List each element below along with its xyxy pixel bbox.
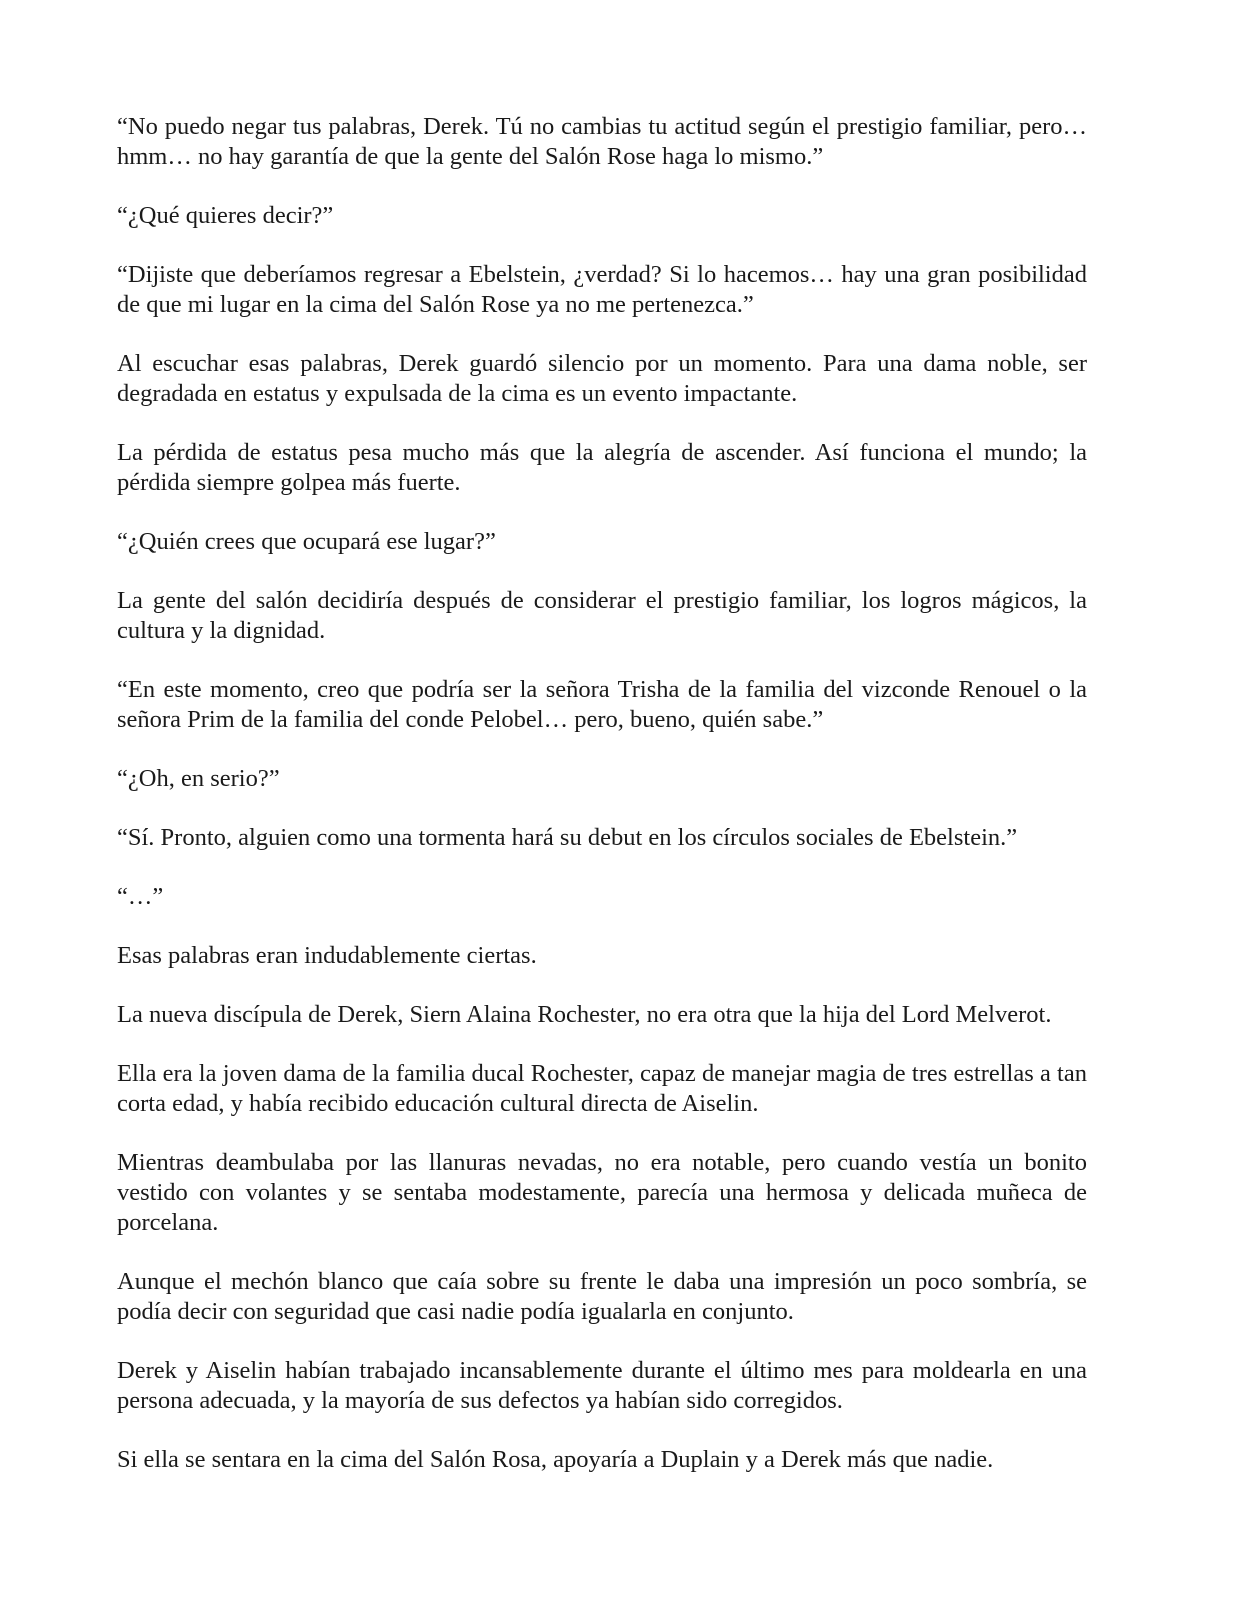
paragraph-14: Ella era la joven dama de la familia ducal Rochester, capaz de manejar magia de tres estrellas a tan corta edad, y había recibido educación cultural directa de Aiselin. — [117, 1060, 1087, 1117]
paragraph-4: Al escuchar esas palabras, Derek guardó silencio por un momento. Para una dama noble, ser degradada en estatus y expulsada de la cima es un evento impactante. — [117, 350, 1087, 407]
paragraph-2: “¿Qué quieres decir?” — [117, 202, 334, 229]
paragraph-17: Derek y Aiselin habían trabajado incansablemente durante el último mes para moldearla en una persona adecuada, y la mayoría de sus defectos ya habían sido corregidos. — [117, 1357, 1087, 1414]
paragraph-10: “Sí. Pronto, alguien como una tormenta hará su debut en los círculos sociales de Ebelstein.” — [117, 824, 1018, 851]
document-body — [117, 112, 1087, 1504]
paragraph-5: La pérdida de estatus pesa mucho más que la alegría de ascender. Así funciona el mundo; la pérdida siempre golpea más fuerte. — [117, 439, 1087, 496]
paragraph-16: Aunque el mechón blanco que caía sobre su frente le daba una impresión un poco sombría, se podía decir con seguridad que casi nadie podía igualarla en conjunto. — [117, 1268, 1087, 1325]
paragraph-7: La gente del salón decidiría después de considerar el prestigio familiar, los logros mágicos, la cultura y la dignidad. — [117, 587, 1087, 644]
paragraph-3: “Dijiste que deberíamos regresar a Ebelstein, ¿verdad? Si lo hacemos… hay una gran posibilidad de que mi lugar en la cima del Salón Rose ya no me pertenezca.” — [117, 261, 1087, 318]
paragraph-11: “…” — [117, 883, 164, 910]
paragraph-6: “¿Quién crees que ocupará ese lugar?” — [117, 528, 496, 555]
paragraph-1: “No puedo negar tus palabras, Derek. Tú no cambias tu actitud según el prestigio familiar, pero… hmm… no hay garantía de que la gente del Salón Rose haga lo mismo.” — [117, 113, 1087, 170]
paragraph-13: La nueva discípula de Derek, Siern Alaina Rochester, no era otra que la hija del Lord Melverot. — [117, 1001, 1052, 1028]
paragraph-8: “En este momento, creo que podría ser la señora Trisha de la familia del vizconde Renouel o la señora Prim de la familia del conde Pelobel… pero, bueno, quién sabe.” — [117, 676, 1087, 733]
paragraph-9: “¿Oh, en serio?” — [117, 765, 280, 792]
paragraph-18: Si ella se sentara en la cima del Salón Rosa, apoyaría a Duplain y a Derek más que nadie. — [117, 1446, 994, 1473]
paragraph-15: Mientras deambulaba por las llanuras nevadas, no era notable, pero cuando vestía un bonito vestido con volantes y se sentaba modestamente, parecía una hermosa y delicada muñeca de porcelana. — [117, 1149, 1087, 1236]
paragraph-12: Esas palabras eran indudablemente ciertas. — [117, 942, 537, 969]
